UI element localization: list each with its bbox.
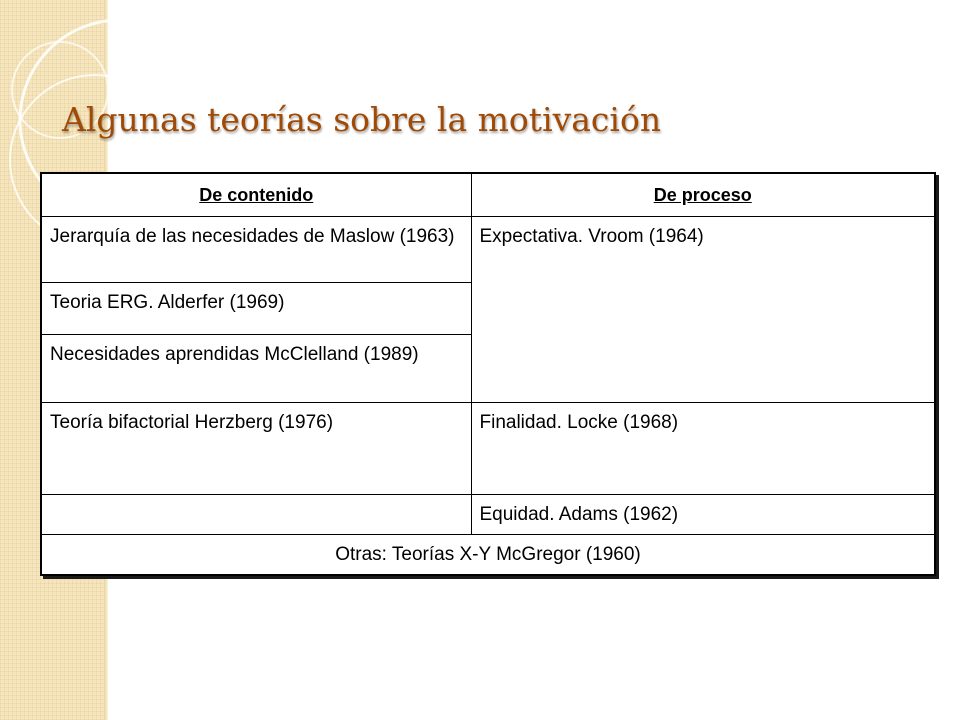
cell-locke: Finalidad. Locke (1968)	[471, 403, 935, 495]
cell-vroom: Expectativa. Vroom (1964)	[471, 217, 935, 403]
slide-title: Algunas teorías sobre la motivación	[62, 100, 662, 139]
cell-maslow: Jerarquía de las necesidades de Maslow (1963)	[41, 217, 471, 283]
cell-alderfer: Teoria ERG. Alderfer (1969)	[41, 283, 471, 335]
cell-adams: Equidad. Adams (1962)	[471, 495, 935, 535]
table-row	[41, 535, 935, 576]
header-de-proceso: De proceso	[471, 173, 935, 217]
table-header-row	[41, 173, 935, 217]
table-row	[41, 495, 935, 535]
cell-herzberg: Teoría bifactorial Herzberg (1976)	[41, 403, 471, 495]
theories-table	[40, 172, 936, 576]
table-row	[41, 403, 935, 495]
cell-otras: Otras: Teorías X-Y McGregor (1960)	[41, 535, 935, 576]
cell-mcclelland: Necesidades aprendidas McClelland (1989)	[41, 335, 471, 403]
header-de-contenido: De contenido	[41, 173, 471, 217]
table-row	[41, 217, 935, 283]
cell-empty	[41, 495, 471, 535]
